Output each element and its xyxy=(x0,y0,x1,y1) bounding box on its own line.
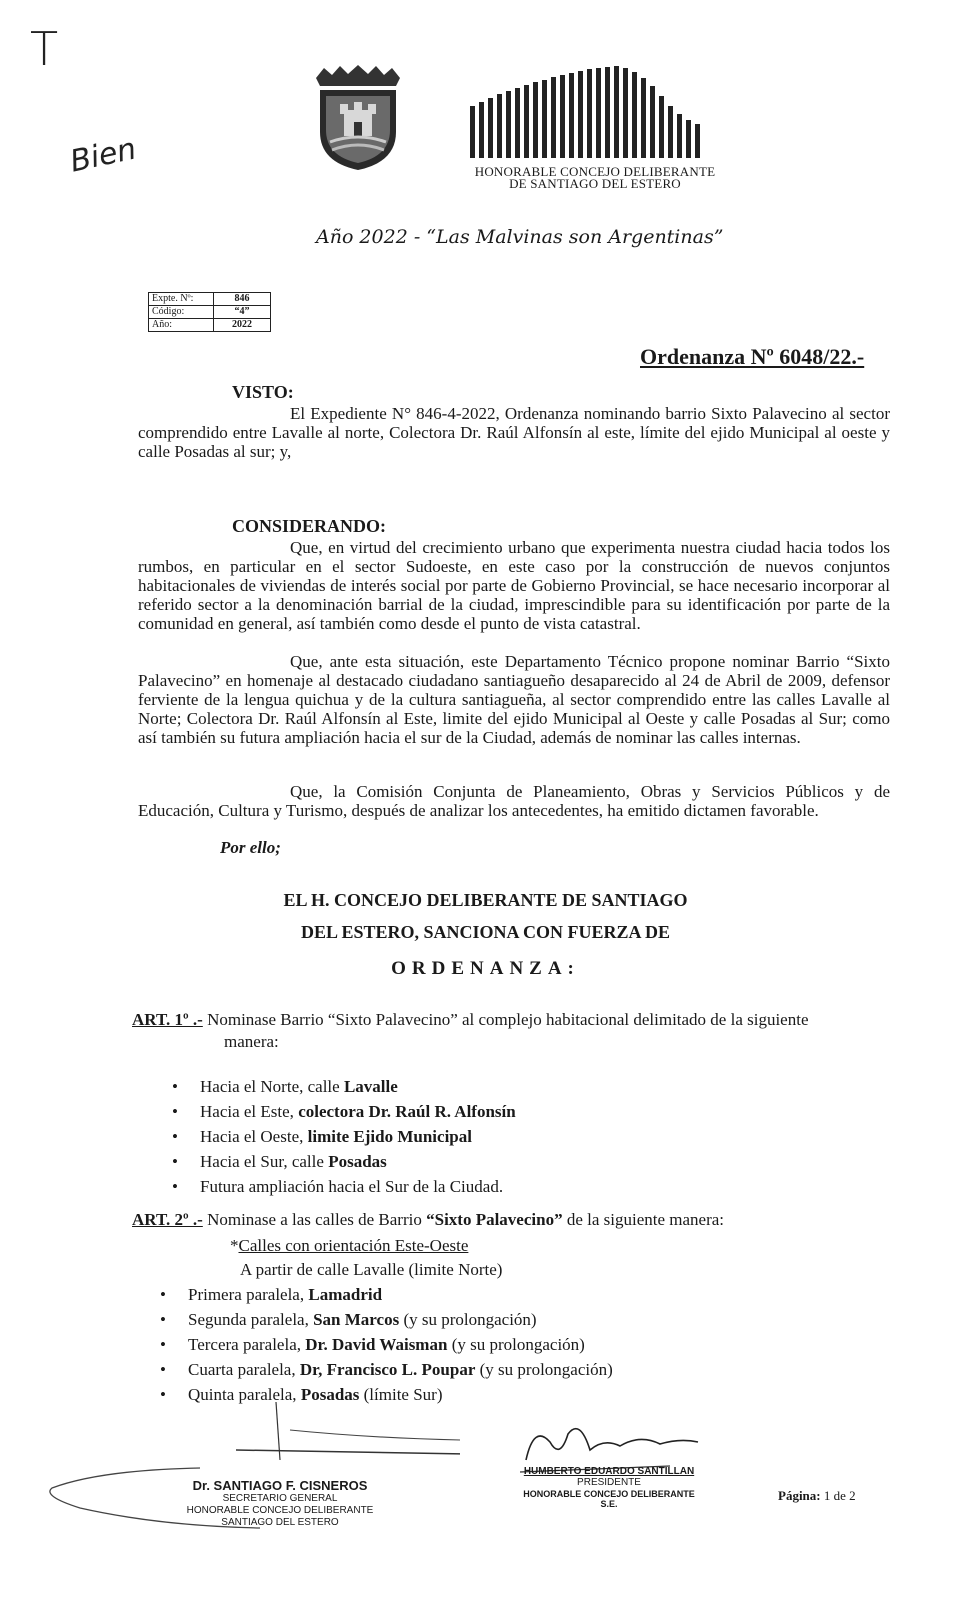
considerando-heading: CONSIDERANDO: xyxy=(232,516,387,536)
list-item: • Primera paralela, Lamadrid xyxy=(160,1282,613,1307)
signature-right-org: HONORABLE CONCEJO DELIBERANTE S.E. xyxy=(523,1489,695,1509)
list-item: • Hacia el Este, colectora Dr. Raúl R. Alfonsín xyxy=(172,1099,516,1124)
file-value: “4” xyxy=(214,306,271,319)
file-value: 2022 xyxy=(214,319,271,332)
file-label: Expte. Nº: xyxy=(149,293,214,306)
por-ello: Por ello; xyxy=(220,838,281,857)
article-2-from: A partir de calle Lavalle (limite Norte) xyxy=(240,1260,503,1279)
list-item: • Segunda paralela, San Marcos (y su prolongación) xyxy=(160,1307,613,1332)
list-item: • Quinta paralela, Posadas (límite Sur) xyxy=(160,1382,613,1407)
visto-heading: VISTO: xyxy=(232,382,294,402)
article-1-list xyxy=(172,1074,516,1199)
article-2-label: ART. 2º .- xyxy=(132,1210,203,1229)
visto-text: El Expediente N° 846-4-2022, Ordenanza nominando barrio Sixto Palavecino al sector comprendido entre Lavalle al norte, Colectora Dr. Raúl Alfonsín al este, límite del ejido Municipal al oeste y calle Posadas al sur; y, xyxy=(138,404,890,461)
file-row xyxy=(149,306,271,319)
ordenanza-heading: ORDENANZA: xyxy=(391,958,580,979)
article-1-text-continued: manera: xyxy=(224,1032,279,1051)
institution-line-2: DE SANTIAGO DEL ESTERO xyxy=(509,176,681,191)
signature-right-role: PRESIDENTE xyxy=(577,1477,641,1488)
file-label: Código: xyxy=(149,306,214,319)
signature-left-name: Dr. SANTIAGO F. CISNEROS xyxy=(192,1478,368,1493)
file-row xyxy=(149,293,271,306)
handwritten-mark-side: Bien xyxy=(67,131,140,180)
article-1 xyxy=(132,1010,892,1030)
institution-line-1: HONORABLE CONCEJO DELIBERANTE xyxy=(474,164,716,179)
article-2-subheading: *Calles con orientación Este-Oeste xyxy=(230,1236,469,1255)
considerando-paragraph-3: Que, la Comisión Conjunta de Planeamiento, Obras y Servicios Públicos y de Educación, Cultura y Turismo, después de analizar los antecedentes, ha emitido dictamen favorable. xyxy=(138,782,890,820)
considerando-paragraph-2: Que, ante esta situación, este Departamento Técnico propone nominar Barrio “Sixto Palavecino” en homenaje al destacado ciudadano santiagueño desaparecido al 24 de Abril de 2009, defensor ferviente de la lengua quichua y de la cultura santiagueña, al sector comprendido entre las calles Lavalle al Norte; Colectora Dr. Raúl Alfonsín al Este, limite del ejido Municipal al Oeste y calle Posadas al Sur; como así también su futura ampliación hacia el sur de la Ciudad, además de nominar las calles internas. xyxy=(138,652,890,747)
signature-right xyxy=(520,1466,698,1509)
coat-of-arms-icon xyxy=(310,62,406,172)
year-motto: Año 2022 - “Las Malvinas son Argentinas” xyxy=(316,226,724,248)
list-item: • Hacia el Oeste, limite Ejido Municipal xyxy=(172,1124,516,1149)
list-item: • Cuarta paralela, Dr, Francisco L. Poupar (y su prolongación) xyxy=(160,1357,613,1382)
considerando-paragraph-1: Que, en virtud del crecimiento urbano que experimenta nuestra ciudad hacia todos los rumbos, en particular en el sector Sudoeste, en este caso por la construcción de nuevos conjuntos habitacionales de viviendas de interés social por parte de Gobierno Provincial, se hace necesario incorporar al referido sector a la denominación barrial de la ciudad, imprescindible para su identificación por parte de la comunidad en general, así también como desde el punto de vista catastral. xyxy=(138,538,890,633)
article-2: ART. 2º .- Nominase a las calles de Barrio “Sixto Palavecino” de la siguiente manera: xyxy=(132,1210,725,1229)
sanciona-line-1: EL H. CONCEJO DELIBERANTE DE SANTIAGO xyxy=(283,890,688,910)
signature-left-org-1: HONORABLE CONCEJO DELIBERANTE xyxy=(186,1505,374,1516)
list-item: • Hacia el Sur, calle Posadas xyxy=(172,1149,516,1174)
list-item: • Tercera paralela, Dr. David Waisman (y su prolongación) xyxy=(160,1332,613,1357)
signature-left-org-2: SANTIAGO DEL ESTERO xyxy=(221,1517,339,1528)
article-1-text: Nominase Barrio “Sixto Palavecino” al complejo habitacional delimitado de la siguiente xyxy=(207,1010,809,1029)
file-value: 846 xyxy=(214,293,271,306)
hcd-logo-icon xyxy=(470,66,700,158)
signature-left-role: SECRETARIO GENERAL xyxy=(222,1493,338,1504)
document-title: Ordenanza Nº 6048/22.- xyxy=(640,344,865,369)
article-2-list xyxy=(160,1282,613,1407)
article-1-label: ART. 1º .- xyxy=(132,1010,203,1029)
signature-left xyxy=(180,1478,380,1529)
file-row xyxy=(149,319,271,332)
file-reference-box xyxy=(148,292,271,332)
sanciona-line-2: DEL ESTERO, SANCIONA CON FUERZA DE xyxy=(300,922,671,942)
institution-name xyxy=(470,166,720,190)
signature-right-name: HUMBERTO EDUARDO SANTILLAN xyxy=(523,1466,695,1477)
list-item: • Futura ampliación hacia el Sur de la Ciudad. xyxy=(172,1174,516,1199)
page-number: Página: 1 de 2 xyxy=(778,1488,856,1503)
handwritten-mark-top: T xyxy=(30,22,59,76)
file-label: Año: xyxy=(149,319,214,332)
list-item: • Hacia el Norte, calle Lavalle xyxy=(172,1074,516,1099)
